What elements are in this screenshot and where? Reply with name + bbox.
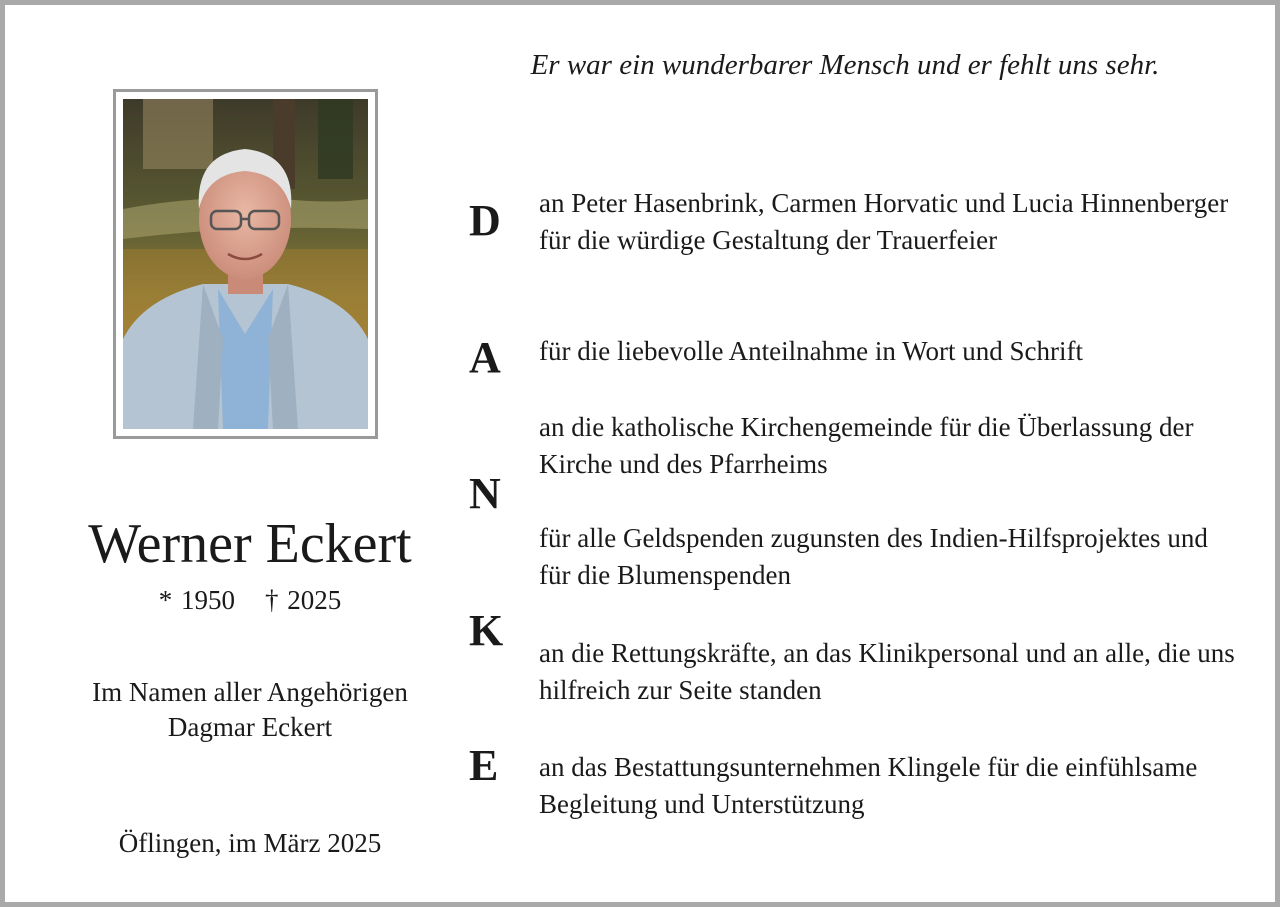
death-year: † 2025 (265, 585, 342, 615)
place-date: Öflingen, im März 2025 (118, 828, 382, 858)
portrait-frame (113, 89, 378, 439)
family-line-2: Dagmar Eckert (167, 712, 333, 742)
life-dates (35, 585, 465, 616)
thanks-item-3: an die katholische Kirchengemeinde für die Überlassung der Kirche und des Pfarrheims (539, 412, 1194, 479)
family-line-1: Im Namen aller Angehörigen (92, 677, 408, 707)
motto-text: Er war ein wunderbarer Mensch und er fehlt uns sehr. (530, 49, 1160, 81)
birth-year: * 1950 (158, 585, 235, 615)
thanks-item-5: an die Rettungskräfte, an das Klinikpersonal und an alle, die uns hilfreich zur Seite standen (539, 638, 1235, 705)
letter-a: A (469, 333, 501, 382)
letter-n: N (469, 469, 501, 518)
letter-d: D (469, 196, 501, 245)
thanks-item-6: an das Bestattungsunternehmen Klingele für die einfühlsame Begleitung und Unterstützung (539, 752, 1198, 819)
letter-k: K (469, 606, 504, 655)
thanks-item-1: an Peter Hasenbrink, Carmen Horvatic und Lucia Hinnenberger für die würdige Gestaltung der Trauerfeier (539, 188, 1229, 255)
letter-e: E (469, 741, 499, 790)
deceased-name: Werner Eckert (88, 513, 412, 575)
thanks-item-2: für die liebevolle Anteilnahme in Wort und Schrift (539, 336, 1083, 366)
thanks-item-4: für alle Geldspenden zugunsten des Indien-Hilfsprojektes und für die Blumenspenden (539, 523, 1208, 590)
family-signature (35, 675, 465, 745)
portrait-photo (123, 99, 368, 429)
